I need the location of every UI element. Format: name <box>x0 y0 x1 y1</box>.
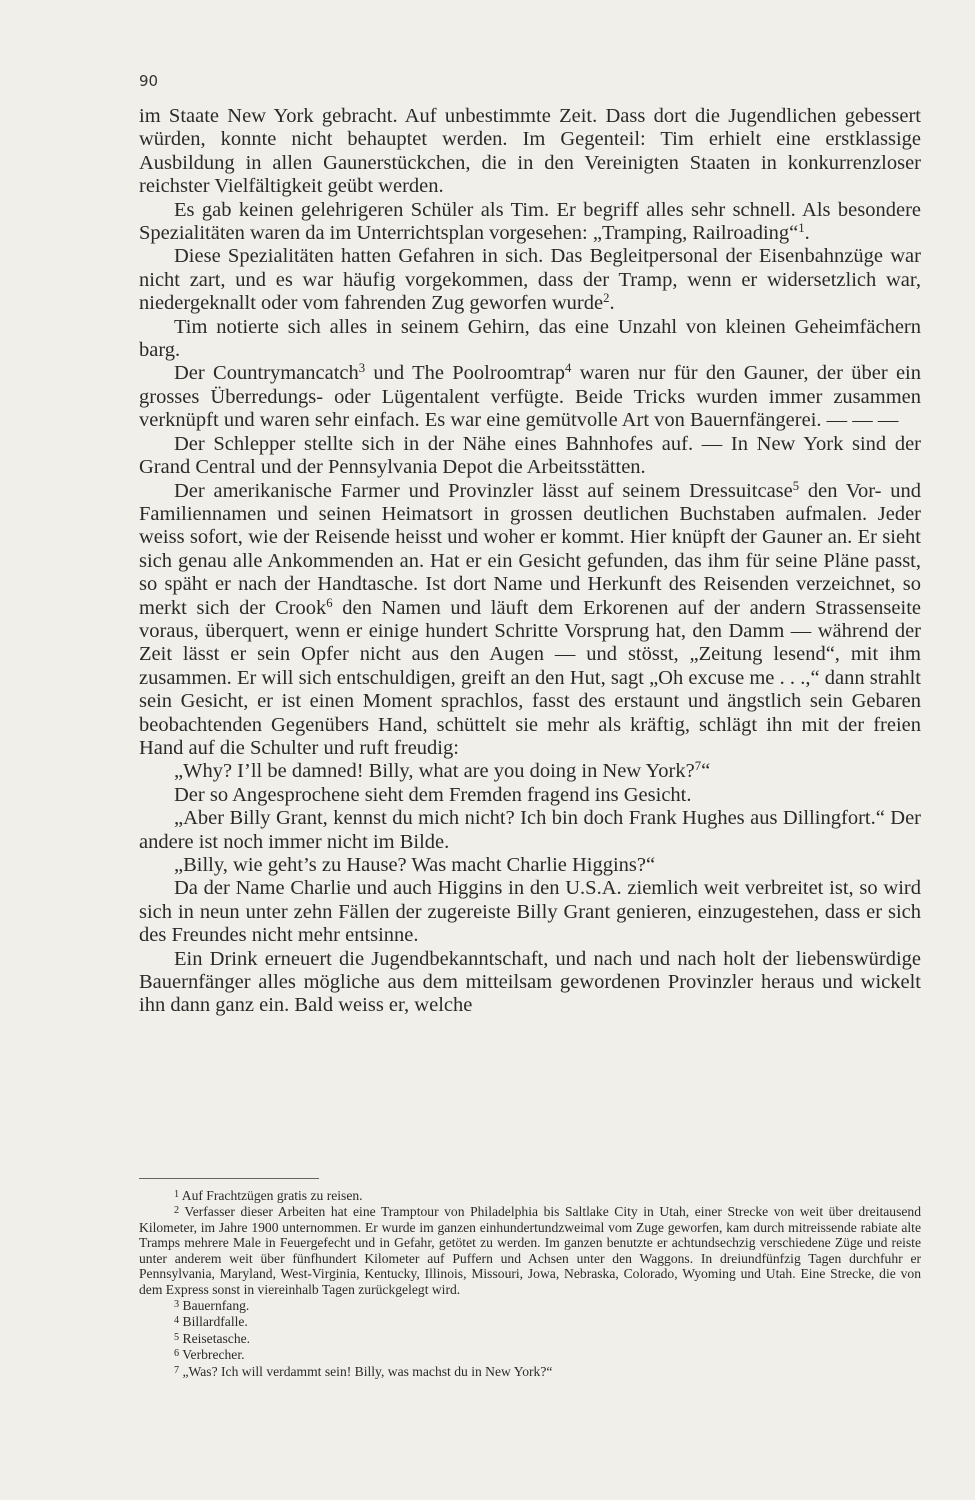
paragraph <box>139 362 921 432</box>
text-run: „Why? I’ll be damned! Billy, what are you doing in New York? <box>174 760 695 783</box>
paragraph <box>139 877 921 947</box>
footnote <box>139 1346 921 1362</box>
footnote <box>139 1187 921 1203</box>
paragraph <box>139 948 921 1018</box>
text-run: Der amerikanische Farmer und Provinzler lässt auf seinem Dressuitcase <box>174 479 793 502</box>
text-run: Der Countrymancatch <box>174 362 359 385</box>
footnote-reference: 7 <box>694 759 702 774</box>
footnote-number: 2 <box>174 1205 180 1217</box>
paragraph <box>139 316 921 363</box>
footnote-text: Billardfalle. <box>182 1314 248 1330</box>
text-run: Ein Drink erneuert die Jugendbekanntschaft, und nach und nach holt der liebenswürdige Bauernfänger alles mögliche aus dem mitteilsam gewordenen Provinzler heraus und wickelt ihn dann ganz ein. Bald weiss er, welche <box>139 947 921 1017</box>
text-run: und The Poolroomtrap <box>365 362 566 385</box>
paragraph <box>139 480 921 761</box>
text-run: den Vor- und Familiennamen und seinen Heimatsort in grossen deutlichen Buchstaben aufmalen. Jeder weiss sofort, wie der Reisende heisst und woher er kommt. Hier knüpft der Gauner an. Er sieht sich genau alle Ankommenden an. Hat er ein Gesicht gefunden, das ihm für seine Pläne passt, so späht er nach der Handtasche. Ist dort Name und Herkunft des Reisenden verzeichnet, so merkt sich der Crook <box>139 479 921 619</box>
paragraph <box>139 854 921 877</box>
footnote-number: 5 <box>174 1331 180 1343</box>
footnote-reference: 6 <box>326 595 333 610</box>
footnote-rule <box>139 1178 319 1179</box>
text-run: Da der Name Charlie und auch Higgins in den U.S.A. ziemlich weit verbreitet ist, so wird sich in neun unter zehn Fällen der zugereiste Billy Grant genieren, einzugestehen, dass er sich des Freundes nicht mehr entsinne. <box>139 877 921 947</box>
text-run: . <box>609 292 615 315</box>
footnote-reference: 5 <box>792 478 800 493</box>
paragraph <box>139 433 921 480</box>
text-run: Es gab keinen gelehrigeren Schüler als Tim. Er begriff alles sehr schnell. Als besondere Spezialitäten waren da im Unterrichtsplan vorgesehen: „Tramping, Railroading“ <box>139 198 921 245</box>
text-run: . <box>804 222 810 245</box>
footnote-number: 1 <box>174 1189 180 1200</box>
footnote-reference: 3 <box>358 361 366 376</box>
footnote-number: 4 <box>174 1315 180 1327</box>
text-run: Der Schlepper stellte sich in der Nähe eines Bahnhofes auf. — In New York sind der Grand Central und der Pennsylvania Depot die Arbeitsstätten. <box>139 432 921 479</box>
footnote <box>139 1330 921 1346</box>
footnote-number: 3 <box>174 1298 180 1310</box>
footnotes <box>139 1187 921 1379</box>
text-run: waren nur für den Gauner, der über ein grosses Überredungs- oder Lügentalent verfügte. Beide Tricks wurden immer zusammen verknüpft und waren sehr einfach. Es war eine gemütvolle Art von Bauernfängerei. — — — <box>139 362 921 432</box>
paragraph <box>139 784 921 807</box>
footnote-text: Verfasser dieser Arbeiten hat eine Tramptour von Philadelphia bis Saltlake City in Utah, einer Strecke von weit über dreitausend Kilometer, im Jahre 1900 unternommen. Er wurde im ganzen einhundertundzweimal vom Zuge geworfen, kam durch mitreissende rabiate alte Tramps mehrere Male in Feuergefecht und in Gefahr, getötet zu werden. Im ganzen benutzte er achtundsechzig verschiedene Züge und reiste unter anderem weit über fünfhundert Kilometer auf Puffern und Achsen unter den Waggons. In dreiundfünfzig Tagen durchfuhr er Pennsylvania, Maryland, West-Virginia, Kentucky, Illinois, Missouri, Jowa, Nebraska, Colorado, Wyoming und Utah. Eine Strecke, die von dem Express sonst in viereinhalb Tagen zurückgelegt wird. <box>139 1204 921 1297</box>
text-run: Diese Spezialitäten hatten Gefahren in sich. Das Begleitpersonal der Eisenbahnzüge war nicht zart, und es war häufig vorgekommen, dass der Tramp, wenn er widersetzlich war, niedergeknallt oder vom fahrenden Zug geworfen wurde <box>139 245 921 315</box>
footnote-text: „Was? Ich will verdammt sein! Billy, was machst du in New York?“ <box>182 1363 553 1379</box>
text-run: Tim notierte sich alles in seinem Gehirn, das eine Unzahl von kleinen Geheimfächern barg. <box>139 315 921 362</box>
footnote <box>139 1203 921 1296</box>
paragraph <box>139 199 921 246</box>
paragraph <box>139 807 921 854</box>
text-run: den Namen und läuft dem Erkorenen auf der andern Strassenseite voraus, überquert, wenn er einige hundert Schritte Vorsprung hat, den Damm — während der Zeit lässt er sein Opfer nicht aus den Augen — und stösst, „Zeitung lesend“, mit ihm zusammen. Er will sich entschuldigen, greift an den Hut, sagt „Oh excuse me . . .,“ dann strahlt sein Gesicht, er ist einen Moment sprachlos, fasst des erstaunt und ängstlich sein Gebaren beobachtenden Gegenübers Hand, schüttelt sie mehr als kräftig, schlägt ihn mit der freien Hand auf die Schulter und ruft freudig: <box>139 596 921 759</box>
footnote <box>139 1297 921 1313</box>
footnote-number: 7 <box>174 1364 180 1376</box>
paragraph <box>139 245 921 315</box>
text-run: im Staate New York gebracht. Auf unbestimmte Zeit. Dass dort die Jugendlichen gebessert würden, konnte nicht behauptet werden. Im Gegenteil: Tim erhielt eine erstklassige Ausbildung in allen Gaunerstückchen, die in den Vereinigten Staaten in konkurrenzloser reichster Vielfältigkeit geübt werden. <box>139 105 921 198</box>
footnote-reference: 1 <box>798 221 805 236</box>
paragraph <box>139 760 921 783</box>
paragraph <box>139 105 921 199</box>
footnote-text: Reisetasche. <box>182 1330 251 1346</box>
footnote-number: 6 <box>174 1348 180 1360</box>
text-run: Der so Angesprochene sieht dem Fremden fragend ins Gesicht. <box>174 783 692 806</box>
footnote-text: Auf Frachtzügen gratis zu reisen. <box>181 1188 363 1204</box>
text-run: “ <box>701 760 711 783</box>
footnote-reference: 4 <box>565 361 572 376</box>
footnote <box>139 1363 921 1379</box>
body-text <box>139 105 921 1018</box>
footnote-reference: 2 <box>603 291 610 306</box>
text-run: „Aber Billy Grant, kennst du mich nicht? Ich bin doch Frank Hughes aus Dillingfort.“ Der andere ist noch immer nicht im Bilde. <box>139 807 921 853</box>
footnote-text: Bauernfang. <box>182 1297 250 1313</box>
text-run: „Billy, wie geht’s zu Hause? Was macht Charlie Higgins?“ <box>174 854 656 876</box>
page-number: 90 <box>139 72 159 90</box>
footnote <box>139 1313 921 1329</box>
footnote-text: Verbrecher. <box>182 1347 245 1363</box>
